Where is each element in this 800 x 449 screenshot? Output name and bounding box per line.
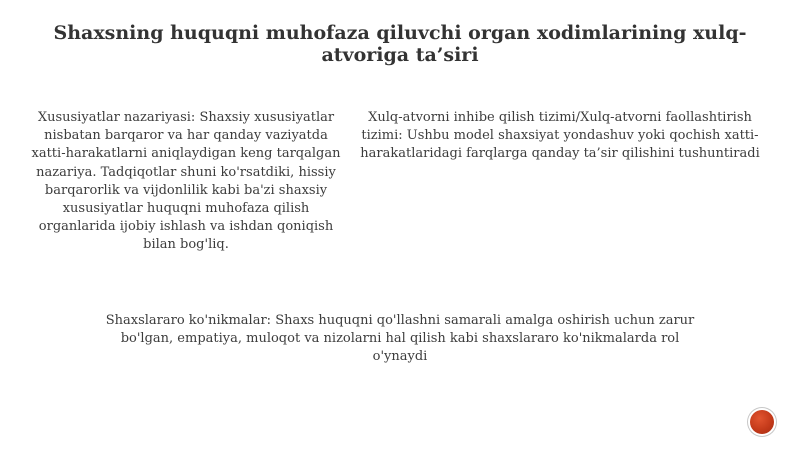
- slide-title: Shaxsning huquqni muhofaza qiluvchi organ xodimlarining xulq-atvoriga ta’siri: [53, 22, 747, 66]
- text-block-behavior-systems: Xulq-atvorni inhibe qilish tizimi/Xulq-atvorni faollashtirish tizimi: Ushbu model shaxsiyat yondashuv yoki qochish xatti-harakatlaridagi farqlarga qanday ta’sir qilishini tushuntiradi: [360, 110, 760, 162]
- text-block-interpersonal-skills: Shaxslararo ko'nikmalar: Shaxs huquqni qo'llashni samarali amalga oshirish uchun zarur bo'lgan, empatiya, muloqot va nizolarni hal qilish kabi shaxslararo ko'nikmalarda rol o'ynaydi: [105, 313, 695, 365]
- next-slide-icon: [750, 410, 774, 434]
- text-block-trait-theory: Xususiyatlar nazariyasi: Shaxsiy xususiyatlar nisbatan barqaror va har qanday vaziyatda xatti-harakatlarni aniqlaydigan keng tarqalgan nazariya. Tadqiqotlar shuni ko'rsatdiki, hissiy barqarorlik va vijdonlilik kabi ba'zi shaxsiy xususiyatlar huquqni muhofaza qilish organlarida ijobiy ishlash va ishdan qoniqish bilan bog'liq.: [31, 110, 341, 253]
- next-slide-button[interactable]: [748, 408, 776, 436]
